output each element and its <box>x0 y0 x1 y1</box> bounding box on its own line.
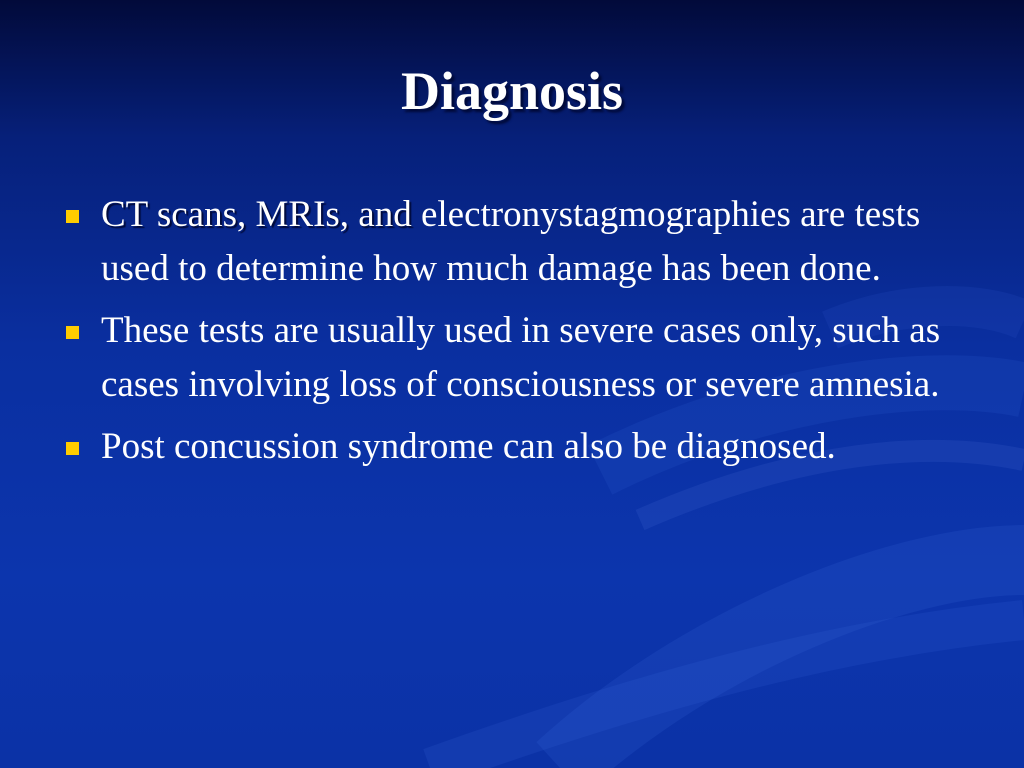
bullet-text: electronystagmographies are tests used to determine how much damage has been done. <box>101 194 921 289</box>
square-bullet-icon <box>66 210 79 223</box>
slide-title: Diagnosis <box>400 61 624 121</box>
bullet-item <box>60 304 960 412</box>
bullet-item <box>60 188 960 296</box>
bullet-text: These tests are usually used in severe cases only, such as cases involving loss of consciousness or severe amnesia. <box>101 310 941 405</box>
square-bullet-icon <box>66 326 79 339</box>
bullet-text: Post concussion syndrome can also be diagnosed. <box>101 426 836 467</box>
bullet-list <box>60 188 960 482</box>
bullet-lead-text: CT scans, MRIs, and <box>101 194 412 235</box>
bullet-item <box>60 420 960 474</box>
square-bullet-icon <box>66 442 79 455</box>
